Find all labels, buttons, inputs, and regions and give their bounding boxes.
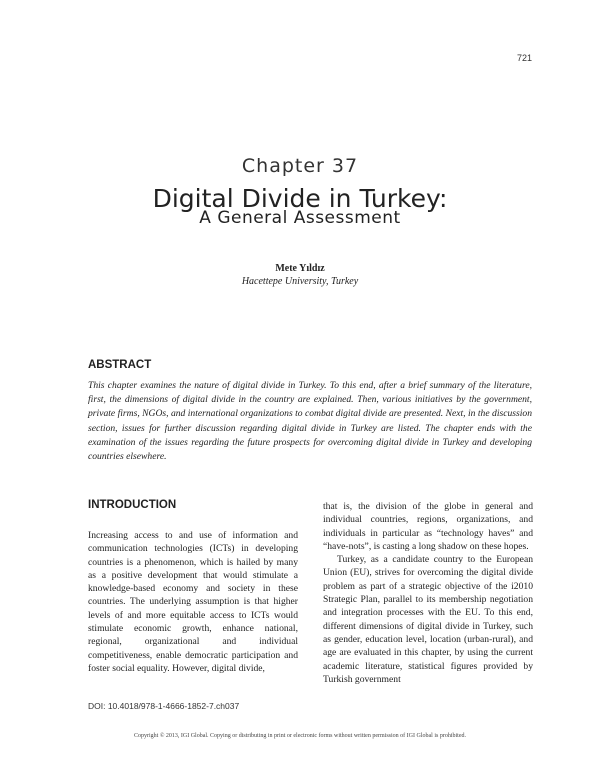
abstract-text: This chapter examines the nature of digital divide in Turkey. To this end, after a brief summary of the literature, first, the dimensions of digital divide in the country are explained. Then, various initiatives by the government, private firms, NGOs, and international organizations to combat digital divide are presented. Next, in the discussion section, issues for further discussion regarding digital divide in Turkey are listed. The chapter ends with the examination of the issues regarding the future prospects for overcoming digital divide in Turkey and developing countries elsewhere. <box>88 380 532 463</box>
intro-paragraph: Increasing access to and use of information and communication technologies (ICTs) in developing countries is a phenomenon, which is hailed by many as a positive development that would stimulate a knowledge-based economy and society in these countries. The underlying assumption is that higher levels of and more equitable access to ICTs would stimulate economic growth, enhance national, regional, organizational and individual competitiveness, enable democratic participation and foster social equality. However, digital divide, <box>88 530 298 674</box>
right-column <box>323 500 533 686</box>
left-column <box>88 529 298 675</box>
copyright-notice: Copyright © 2013, IGI Global. Copying or distributing in print or electronic forms without written permission of IGI Global is prohibited. <box>133 733 466 739</box>
chapter-label: Chapter 37 <box>241 155 359 177</box>
author-affiliation: Hacettepe University, Turkey <box>241 276 359 287</box>
chapter-subtitle: A General Assessment <box>199 208 401 228</box>
page-number: 721 <box>516 53 532 63</box>
intro-paragraph-turkey: Turkey, as a candidate country to the European Union (EU), strives for overcoming the digital divide problem as part of a strategic objective of the i2010 Strategic Plan, parallel to its membership negotiation and integration processes with the EU. To this end, different dimensions of digital divide in Turkey, such as gender, education level, location (urban-rural), and age are evaluated in this chapter, by using the current academic literature, statistical figures provided by Turkish government <box>323 554 533 685</box>
doi-label: DOI: 10.4018/978-1-4666-1852-7.ch037 <box>88 701 240 711</box>
chapter-title: Digital Divide in Turkey: <box>152 184 448 213</box>
author-name: Mete Yıldız <box>275 263 325 274</box>
abstract-heading: ABSTRACT <box>88 359 152 371</box>
introduction-heading: INTRODUCTION <box>88 499 177 511</box>
intro-paragraph-continued: that is, the division of the globe in general and individual countries, regions, organizations, and individuals in particular as “technology haves” and “have-nots”, is casting a long shadow on these hopes. <box>323 501 533 552</box>
